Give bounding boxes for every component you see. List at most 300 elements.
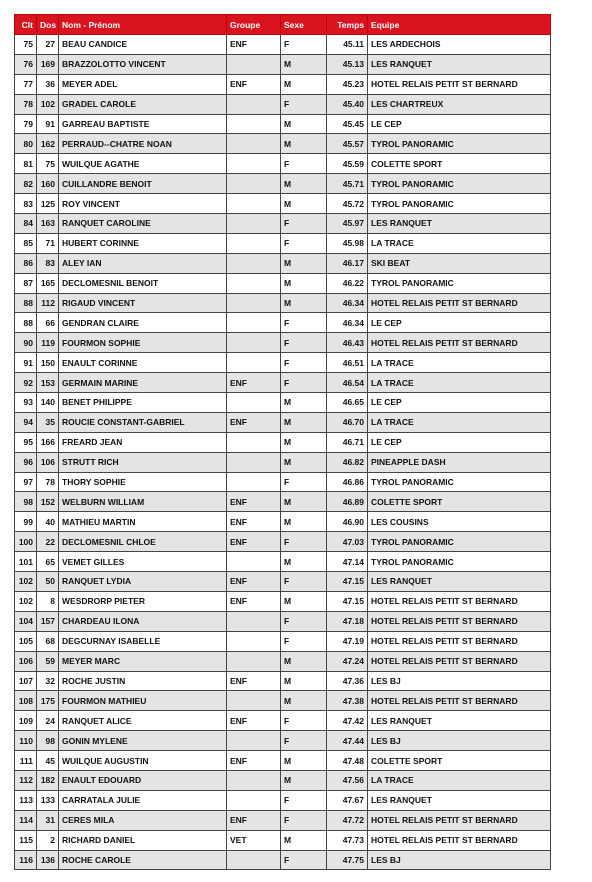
cell-clt: 86 [15,253,37,273]
cell-clt: 105 [15,631,37,651]
cell-nom: ENAULT CORINNE [59,353,227,373]
cell-temps: 47.44 [327,731,368,751]
cell-equipe: HOTEL RELAIS PETIT ST BERNARD [368,293,551,313]
cell-sexe: F [281,353,327,373]
cell-temps: 47.38 [327,691,368,711]
cell-groupe: ENF [227,591,281,611]
table-row [15,492,551,512]
cell-sexe: M [281,830,327,850]
cell-groupe [227,114,281,134]
cell-groupe [227,631,281,651]
cell-sexe: M [281,194,327,214]
table-row [15,154,551,174]
cell-nom: DECLOMESNIL CHLOE [59,532,227,552]
results-table [14,14,551,870]
cell-equipe: LES RANQUET [368,572,551,592]
cell-clt: 92 [15,373,37,393]
cell-temps: 45.11 [327,35,368,55]
cell-groupe [227,313,281,333]
cell-groupe [227,154,281,174]
cell-groupe: ENF [227,810,281,830]
cell-dos: 165 [37,273,59,293]
cell-dos: 65 [37,552,59,572]
cell-dos: 98 [37,731,59,751]
cell-groupe [227,393,281,413]
cell-dos: 125 [37,194,59,214]
table-row [15,591,551,611]
cell-clt: 109 [15,711,37,731]
cell-dos: 83 [37,253,59,273]
table-row [15,134,551,154]
table-row [15,651,551,671]
cell-equipe: LE CEP [368,393,551,413]
cell-equipe: LES RANQUET [368,214,551,234]
cell-sexe: M [281,253,327,273]
cell-groupe: ENF [227,512,281,532]
cell-dos: 166 [37,432,59,452]
cell-nom: DECLOMESNIL BENOIT [59,273,227,293]
cell-clt: 85 [15,233,37,253]
cell-groupe [227,214,281,234]
cell-clt: 98 [15,492,37,512]
table-row [15,393,551,413]
results-sheet [14,14,550,870]
table-row [15,353,551,373]
cell-dos: 32 [37,671,59,691]
cell-equipe: HOTEL RELAIS PETIT ST BERNARD [368,74,551,94]
table-row [15,293,551,313]
cell-dos: 112 [37,293,59,313]
cell-sexe: F [281,373,327,393]
cell-clt: 91 [15,353,37,373]
cell-clt: 76 [15,54,37,74]
cell-clt: 115 [15,830,37,850]
table-row [15,214,551,234]
cell-groupe: ENF [227,572,281,592]
cell-nom: RIGAUD VINCENT [59,293,227,313]
cell-nom: ALEY IAN [59,253,227,273]
cell-dos: 40 [37,512,59,532]
cell-sexe: M [281,512,327,532]
cell-dos: 8 [37,591,59,611]
cell-groupe [227,273,281,293]
cell-clt: 94 [15,412,37,432]
table-row [15,94,551,114]
cell-sexe: M [281,114,327,134]
cell-equipe: LA TRACE [368,770,551,790]
table-row [15,691,551,711]
cell-nom: MATHIEU MARTIN [59,512,227,532]
table-row [15,472,551,492]
cell-equipe: HOTEL RELAIS PETIT ST BERNARD [368,611,551,631]
cell-sexe: F [281,472,327,492]
cell-temps: 45.72 [327,194,368,214]
cell-equipe: LA TRACE [368,373,551,393]
table-row [15,711,551,731]
cell-groupe: ENF [227,412,281,432]
cell-groupe [227,233,281,253]
cell-sexe: M [281,54,327,74]
cell-sexe: M [281,751,327,771]
table-row [15,194,551,214]
cell-nom: GARREAU BAPTISTE [59,114,227,134]
table-body [15,35,551,870]
cell-dos: 152 [37,492,59,512]
cell-groupe: ENF [227,671,281,691]
cell-groupe: ENF [227,35,281,55]
cell-sexe: M [281,671,327,691]
cell-dos: 102 [37,94,59,114]
cell-groupe [227,472,281,492]
cell-equipe: HOTEL RELAIS PETIT ST BERNARD [368,651,551,671]
cell-equipe: HOTEL RELAIS PETIT ST BERNARD [368,333,551,353]
cell-sexe: M [281,591,327,611]
cell-dos: 36 [37,74,59,94]
table-row [15,512,551,532]
cell-temps: 46.43 [327,333,368,353]
cell-temps: 47.56 [327,770,368,790]
cell-equipe: SKI BEAT [368,253,551,273]
cell-nom: WUILQUE AGATHE [59,154,227,174]
table-row [15,373,551,393]
table-row [15,452,551,472]
cell-dos: 66 [37,313,59,333]
cell-equipe: LA TRACE [368,412,551,432]
cell-clt: 106 [15,651,37,671]
cell-clt: 87 [15,273,37,293]
cell-groupe [227,432,281,452]
cell-equipe: LES RANQUET [368,711,551,731]
cell-dos: 175 [37,691,59,711]
cell-equipe: LES RANQUET [368,54,551,74]
cell-temps: 46.51 [327,353,368,373]
cell-sexe: M [281,452,327,472]
cell-equipe: HOTEL RELAIS PETIT ST BERNARD [368,631,551,651]
cell-temps: 45.45 [327,114,368,134]
cell-sexe: F [281,790,327,810]
cell-clt: 97 [15,472,37,492]
cell-temps: 47.48 [327,751,368,771]
cell-sexe: F [281,711,327,731]
cell-dos: 91 [37,114,59,134]
header-nom: Nom - Prénom [59,15,227,35]
table-header [15,15,551,35]
cell-equipe: LES BJ [368,671,551,691]
cell-sexe: M [281,651,327,671]
cell-nom: RANQUET CAROLINE [59,214,227,234]
cell-nom: ENAULT EDOUARD [59,770,227,790]
table-row [15,253,551,273]
cell-clt: 113 [15,790,37,810]
cell-clt: 114 [15,810,37,830]
cell-temps: 47.03 [327,532,368,552]
cell-groupe [227,611,281,631]
cell-sexe: F [281,333,327,353]
cell-clt: 108 [15,691,37,711]
cell-temps: 46.65 [327,393,368,413]
cell-equipe: LE CEP [368,114,551,134]
cell-dos: 59 [37,651,59,671]
cell-equipe: HOTEL RELAIS PETIT ST BERNARD [368,810,551,830]
cell-temps: 47.75 [327,850,368,870]
cell-dos: 75 [37,154,59,174]
cell-dos: 119 [37,333,59,353]
cell-temps: 47.15 [327,591,368,611]
cell-clt: 82 [15,174,37,194]
cell-equipe: TYROL PANORAMIC [368,273,551,293]
cell-nom: ROCHE CAROLE [59,850,227,870]
cell-sexe: M [281,134,327,154]
cell-equipe: TYROL PANORAMIC [368,552,551,572]
table-row [15,114,551,134]
cell-clt: 84 [15,214,37,234]
cell-temps: 47.67 [327,790,368,810]
cell-temps: 46.22 [327,273,368,293]
cell-nom: HUBERT CORINNE [59,233,227,253]
cell-sexe: F [281,810,327,830]
table-row [15,432,551,452]
cell-sexe: M [281,174,327,194]
cell-clt: 99 [15,512,37,532]
cell-groupe [227,651,281,671]
cell-clt: 79 [15,114,37,134]
cell-groupe: ENF [227,711,281,731]
cell-temps: 47.19 [327,631,368,651]
cell-temps: 45.23 [327,74,368,94]
cell-equipe: LE CEP [368,313,551,333]
cell-temps: 46.54 [327,373,368,393]
cell-dos: 150 [37,353,59,373]
cell-groupe [227,552,281,572]
cell-clt: 116 [15,850,37,870]
table-row [15,532,551,552]
cell-dos: 31 [37,810,59,830]
cell-dos: 68 [37,631,59,651]
cell-temps: 45.57 [327,134,368,154]
cell-clt: 80 [15,134,37,154]
cell-temps: 47.18 [327,611,368,631]
cell-groupe [227,134,281,154]
cell-clt: 111 [15,751,37,771]
cell-groupe [227,353,281,373]
cell-temps: 45.97 [327,214,368,234]
cell-nom: BENET PHILIPPE [59,393,227,413]
cell-equipe: HOTEL RELAIS PETIT ST BERNARD [368,830,551,850]
cell-clt: 96 [15,452,37,472]
cell-groupe [227,174,281,194]
cell-nom: RANQUET ALICE [59,711,227,731]
cell-dos: 140 [37,393,59,413]
cell-groupe [227,790,281,810]
cell-clt: 83 [15,194,37,214]
cell-dos: 169 [37,54,59,74]
cell-temps: 46.70 [327,412,368,432]
table-row [15,751,551,771]
cell-clt: 93 [15,393,37,413]
table-row [15,74,551,94]
cell-sexe: F [281,532,327,552]
cell-clt: 107 [15,671,37,691]
cell-nom: CUILLANDRE BENOIT [59,174,227,194]
cell-groupe [227,333,281,353]
cell-clt: 102 [15,591,37,611]
cell-equipe: LES BJ [368,850,551,870]
table-row [15,671,551,691]
cell-temps: 46.90 [327,512,368,532]
cell-temps: 46.17 [327,253,368,273]
table-row [15,233,551,253]
cell-groupe [227,194,281,214]
cell-nom: ROUCIE CONSTANT-GABRIEL [59,412,227,432]
cell-equipe: HOTEL RELAIS PETIT ST BERNARD [368,691,551,711]
cell-equipe: LES RANQUET [368,790,551,810]
cell-equipe: LE CEP [368,432,551,452]
cell-equipe: COLETTE SPORT [368,492,551,512]
cell-dos: 2 [37,830,59,850]
cell-temps: 46.34 [327,293,368,313]
table-row [15,552,551,572]
cell-equipe: TYROL PANORAMIC [368,472,551,492]
cell-sexe: F [281,631,327,651]
cell-equipe: COLETTE SPORT [368,154,551,174]
cell-groupe: ENF [227,532,281,552]
cell-temps: 46.82 [327,452,368,472]
cell-temps: 46.34 [327,313,368,333]
cell-equipe: LES COUSINS [368,512,551,532]
cell-dos: 50 [37,572,59,592]
cell-dos: 45 [37,751,59,771]
cell-groupe [227,691,281,711]
cell-temps: 46.86 [327,472,368,492]
table-row [15,611,551,631]
cell-dos: 106 [37,452,59,472]
cell-sexe: F [281,611,327,631]
cell-equipe: TYROL PANORAMIC [368,174,551,194]
cell-nom: FOURMON MATHIEU [59,691,227,711]
cell-temps: 47.24 [327,651,368,671]
cell-clt: 110 [15,731,37,751]
cell-clt: 75 [15,35,37,55]
table-row [15,790,551,810]
cell-equipe: HOTEL RELAIS PETIT ST BERNARD [368,591,551,611]
cell-groupe: VET [227,830,281,850]
cell-nom: WELBURN WILLIAM [59,492,227,512]
cell-equipe: LA TRACE [368,233,551,253]
cell-nom: MEYER MARC [59,651,227,671]
cell-clt: 95 [15,432,37,452]
cell-nom: CERES MILA [59,810,227,830]
cell-equipe: PINEAPPLE DASH [368,452,551,472]
cell-temps: 47.72 [327,810,368,830]
cell-temps: 47.36 [327,671,368,691]
cell-dos: 157 [37,611,59,631]
cell-dos: 35 [37,412,59,432]
cell-sexe: F [281,572,327,592]
cell-groupe: ENF [227,751,281,771]
header-sexe: Sexe [281,15,327,35]
table-row [15,631,551,651]
cell-dos: 24 [37,711,59,731]
cell-sexe: M [281,293,327,313]
cell-temps: 47.73 [327,830,368,850]
cell-sexe: M [281,432,327,452]
cell-nom: GRADEL CAROLE [59,94,227,114]
cell-groupe [227,452,281,472]
table-row [15,54,551,74]
cell-temps: 46.71 [327,432,368,452]
cell-clt: 90 [15,333,37,353]
cell-clt: 112 [15,770,37,790]
cell-sexe: F [281,154,327,174]
cell-nom: CARRATALA JULIE [59,790,227,810]
cell-clt: 88 [15,313,37,333]
cell-dos: 162 [37,134,59,154]
cell-nom: BRAZZOLOTTO VINCENT [59,54,227,74]
cell-sexe: F [281,731,327,751]
cell-nom: STRUTT RICH [59,452,227,472]
table-row [15,35,551,55]
cell-sexe: F [281,94,327,114]
table-row [15,810,551,830]
cell-groupe [227,293,281,313]
cell-clt: 101 [15,552,37,572]
cell-nom: RANQUET LYDIA [59,572,227,592]
table-row [15,412,551,432]
table-row [15,273,551,293]
cell-groupe [227,770,281,790]
cell-groupe [227,253,281,273]
cell-groupe: ENF [227,492,281,512]
cell-sexe: F [281,850,327,870]
cell-nom: CHARDEAU ILONA [59,611,227,631]
cell-sexe: F [281,233,327,253]
cell-sexe: F [281,313,327,333]
cell-temps: 45.71 [327,174,368,194]
cell-groupe [227,94,281,114]
cell-nom: THORY SOPHIE [59,472,227,492]
cell-groupe [227,850,281,870]
cell-clt: 77 [15,74,37,94]
cell-equipe: TYROL PANORAMIC [368,134,551,154]
cell-nom: WUILQUE AUGUSTIN [59,751,227,771]
cell-temps: 45.13 [327,54,368,74]
cell-sexe: M [281,393,327,413]
cell-groupe [227,731,281,751]
table-row [15,313,551,333]
cell-equipe: LES CHARTREUX [368,94,551,114]
cell-sexe: M [281,770,327,790]
cell-sexe: M [281,74,327,94]
cell-groupe: ENF [227,373,281,393]
header-clt: Clt [15,15,37,35]
cell-nom: BEAU CANDICE [59,35,227,55]
cell-dos: 136 [37,850,59,870]
cell-equipe: TYROL PANORAMIC [368,194,551,214]
cell-clt: 102 [15,572,37,592]
cell-equipe: TYROL PANORAMIC [368,532,551,552]
table-row [15,770,551,790]
cell-sexe: F [281,214,327,234]
cell-sexe: M [281,492,327,512]
cell-temps: 47.42 [327,711,368,731]
cell-sexe: F [281,35,327,55]
cell-temps: 45.59 [327,154,368,174]
header-equipe: Equipe [368,15,551,35]
cell-dos: 27 [37,35,59,55]
cell-sexe: M [281,273,327,293]
cell-nom: GONIN MYLENE [59,731,227,751]
cell-dos: 153 [37,373,59,393]
